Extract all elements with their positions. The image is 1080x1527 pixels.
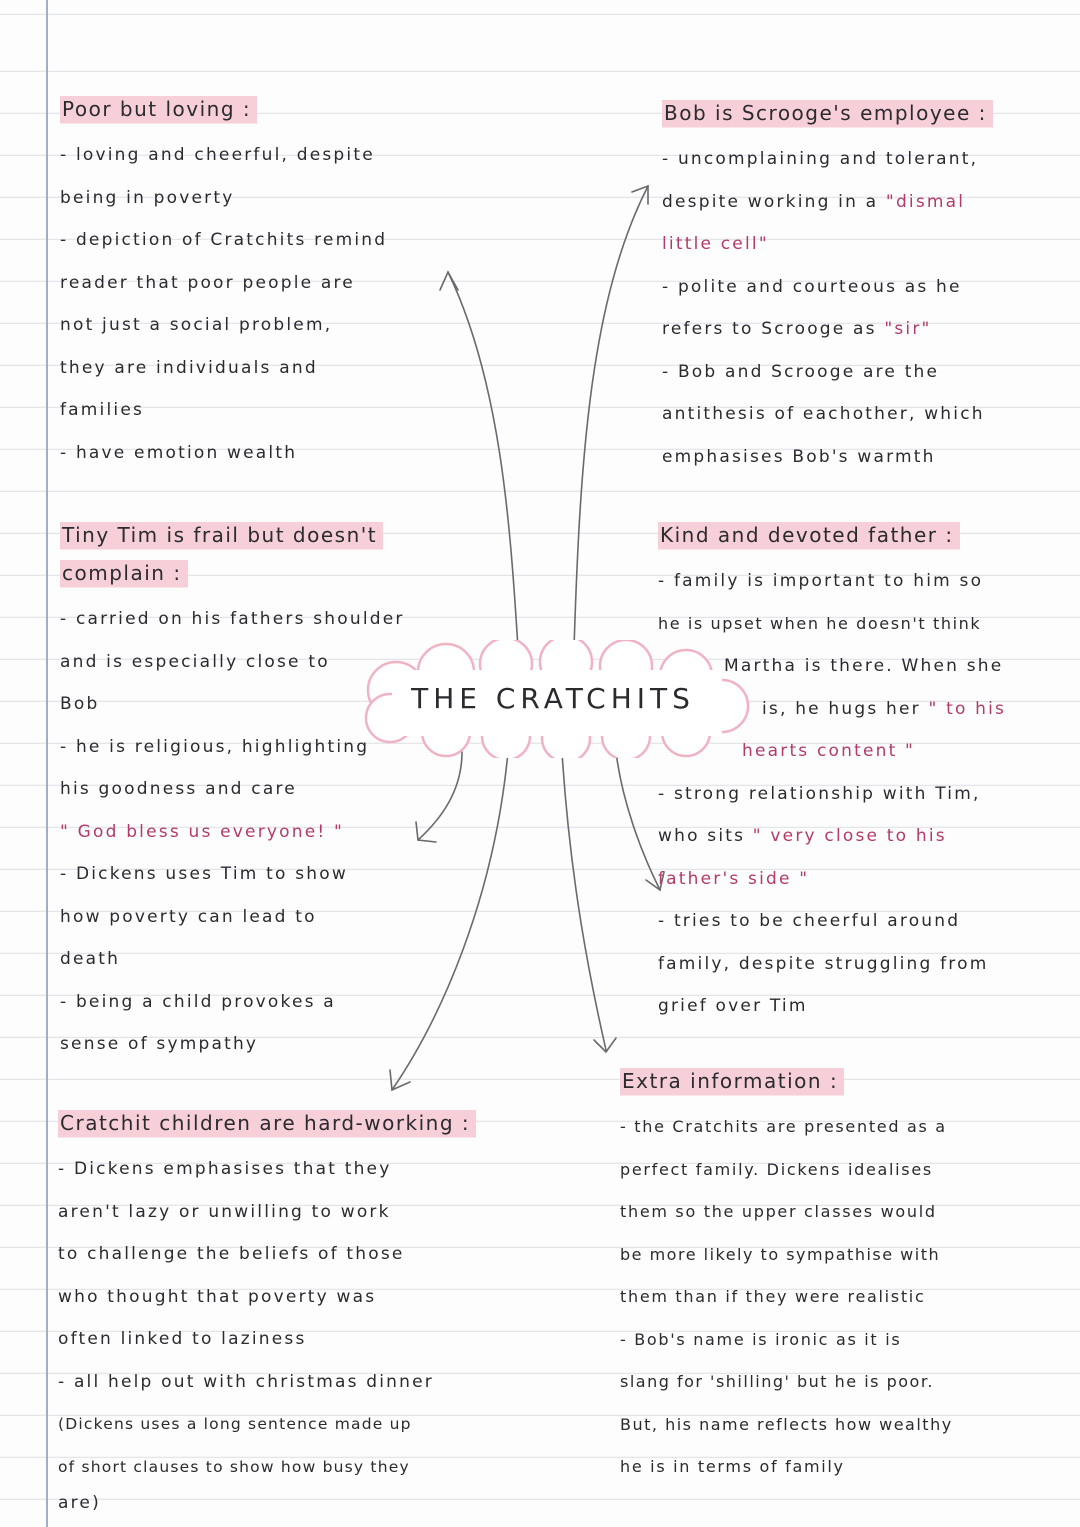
quote-line: " God bless us everyone! " <box>60 821 345 842</box>
section-poor-but-loving <box>60 92 480 474</box>
note-line: often linked to laziness <box>58 1329 307 1349</box>
note-text: who sits <box>658 826 746 846</box>
note-line: be more likely to sympathise with <box>620 1244 941 1264</box>
note-line: - Bob's name is ironic as it is <box>620 1329 902 1349</box>
section-tiny-tim <box>60 518 440 1066</box>
note-line: family, despite struggling from <box>658 953 989 974</box>
note-line: he is in terms of family <box>620 1457 845 1476</box>
note-line <box>658 688 1072 731</box>
note-line: sense of sympathy <box>60 1034 259 1054</box>
note-text: refers to Scrooge as <box>662 319 877 339</box>
note-line: are) <box>58 1493 101 1513</box>
note-line: antithesis of eachother, which <box>662 404 985 424</box>
note-line: families <box>60 400 145 420</box>
note-line: - loving and cheerful, despite <box>60 145 375 165</box>
note-line: - uncomplaining and tolerant, <box>662 149 979 169</box>
section-heading-continued: complain : <box>60 556 188 590</box>
section-heading: Poor but loving : <box>60 92 257 126</box>
section-heading: Cratchit children are hard-working : <box>58 1106 476 1140</box>
note-line: how poverty can lead to <box>60 906 317 927</box>
note-line: - Dickens emphasises that they <box>58 1159 392 1179</box>
note-line: - polite and courteous as he <box>662 276 962 297</box>
note-line <box>658 815 1072 858</box>
arrow-to-extra <box>562 752 606 1050</box>
quote-text: "dismal <box>885 191 966 212</box>
arrow-to-kind-father <box>616 752 660 890</box>
note-text: despite working in a <box>662 191 879 212</box>
note-line: death <box>60 949 121 969</box>
note-line: he is upset when he doesn't think <box>658 613 982 633</box>
quote-text: " very close to his <box>752 826 947 846</box>
note-line: them so the upper classes would <box>620 1202 937 1221</box>
note-line: Bob <box>60 694 100 714</box>
note-line: his goodness and care <box>60 779 297 799</box>
note-text: is, he hugs her <box>762 698 921 719</box>
section-heading: Kind and devoted father : <box>658 518 960 552</box>
note-line: - Bob and Scrooge are the <box>662 361 940 382</box>
note-line: - the Cratchits are presented as a <box>620 1117 947 1136</box>
note-line: - carried on his fathers shoulder <box>60 609 405 629</box>
page-title: THE CRATCHITS <box>411 682 695 715</box>
note-line: reader that poor people are <box>60 272 355 293</box>
section-bob-employee <box>662 96 1072 478</box>
quote-text: "sir" <box>884 319 932 339</box>
note-line: - family is important to him so <box>658 571 984 591</box>
note-line: they are individuals and <box>60 357 318 378</box>
note-line: (Dickens uses a long sentence made up <box>58 1415 412 1433</box>
section-heading: Tiny Tim is frail but doesn't <box>60 518 383 552</box>
section-extra-information <box>620 1064 1072 1489</box>
note-line: But, his name reflects how wealthy <box>620 1414 953 1434</box>
note-line: who thought that poverty was <box>58 1286 377 1307</box>
arrow-to-bob-employee <box>574 186 648 648</box>
note-line: of short clauses to show how busy they <box>58 1457 410 1476</box>
quote-line: father's side " <box>658 868 810 889</box>
note-line: - strong relationship with Tim, <box>658 783 981 804</box>
arrowhead-children <box>390 1070 410 1090</box>
note-line: not just a social problem, <box>60 315 333 335</box>
note-line: - tries to be cheerful around <box>658 911 961 931</box>
note-line: them than if they were realistic <box>620 1287 926 1306</box>
note-line: slang for 'shilling' but he is poor. <box>620 1372 935 1391</box>
note-line <box>662 308 1072 351</box>
quote-line: hearts content " <box>742 741 916 761</box>
note-line: - all help out with christmas dinner <box>58 1371 434 1392</box>
note-line: perfect family. Dickens idealises <box>620 1159 933 1179</box>
quote-line: little cell" <box>662 234 769 254</box>
note-line: being in poverty <box>60 187 235 208</box>
note-line: - Dickens uses Tim to show <box>60 864 348 884</box>
note-line: grief over Tim <box>658 996 808 1016</box>
note-line: and is especially close to <box>60 651 330 672</box>
section-kind-father <box>658 518 1072 1028</box>
section-heading: Bob is Scrooge's employee : <box>662 96 993 130</box>
note-line: Martha is there. When she <box>724 656 1004 676</box>
quote-text: " to his <box>928 698 1007 719</box>
note-line: emphasises Bob's warmth <box>662 446 936 467</box>
note-line: - he is religious, highlighting <box>60 736 370 757</box>
note-line: - have emotion wealth <box>60 442 298 463</box>
note-line: - being a child provokes a <box>60 991 336 1012</box>
note-line: aren't lazy or unwilling to work <box>58 1201 391 1222</box>
note-line <box>662 181 1072 224</box>
note-line: - depiction of Cratchits remind <box>60 230 388 250</box>
section-heading: Extra information : <box>620 1064 844 1098</box>
note-line: to challenge the beliefs of those <box>58 1244 405 1264</box>
section-children <box>58 1106 528 1518</box>
